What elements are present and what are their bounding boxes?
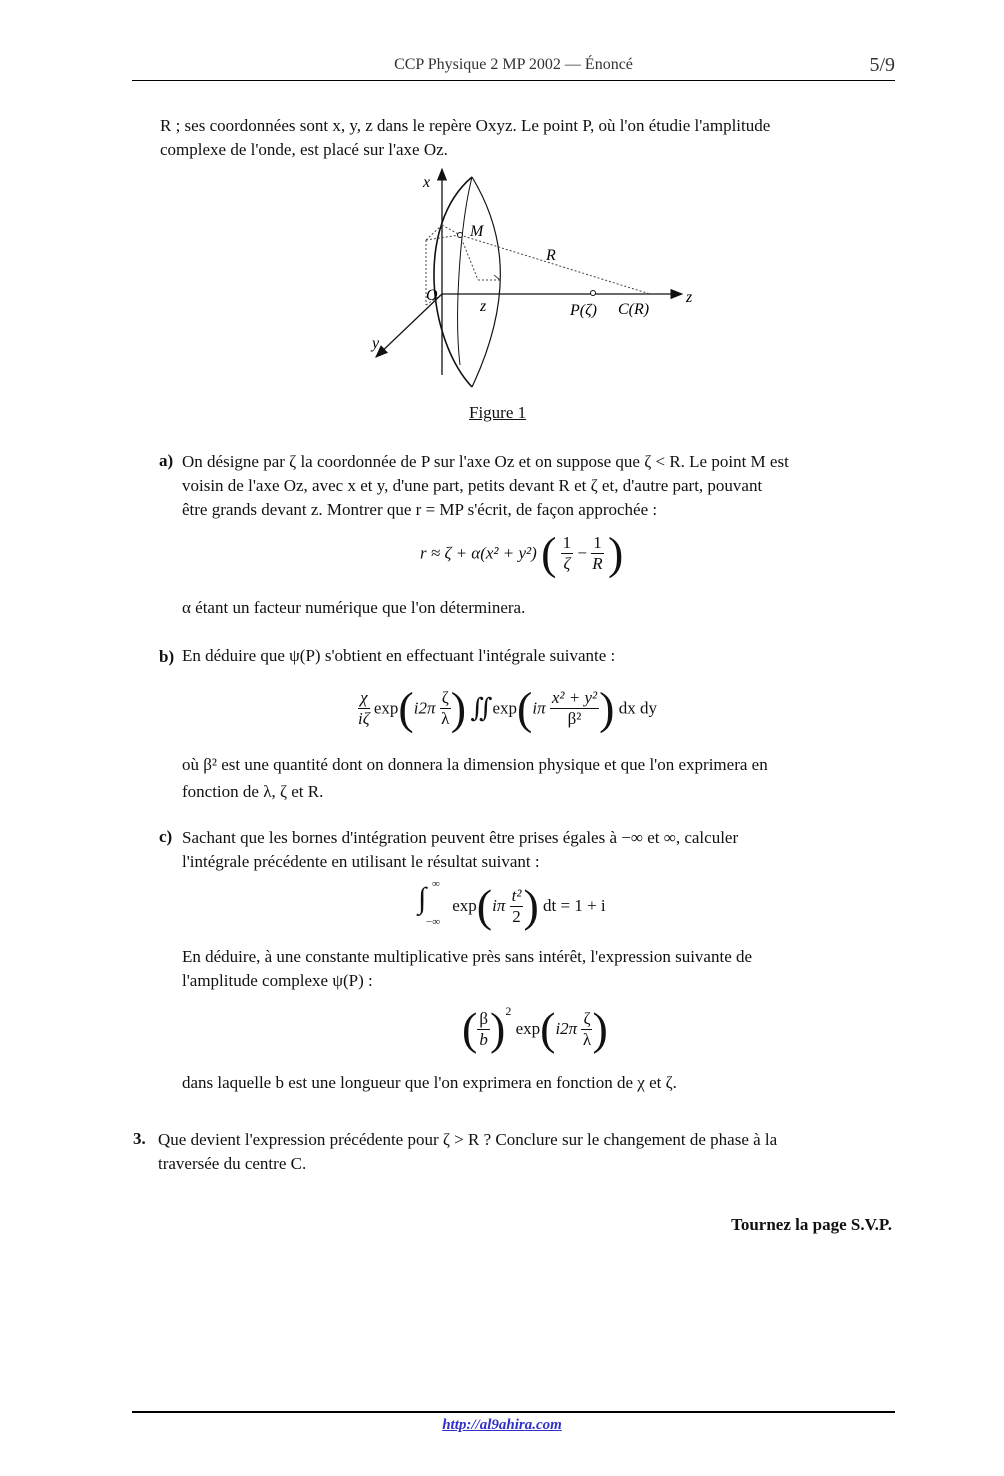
b-dxdy: dx dy (618, 698, 657, 718)
part-a-line-3: être grands devant z. Montrer que r = MP s'écrit, de façon approchée : (182, 500, 658, 519)
label-y: y (372, 335, 380, 352)
footer-rule (132, 1411, 895, 1413)
right-angle-tick (494, 275, 500, 280)
b-x2y2: x² + y² (551, 688, 598, 707)
turn-page-note: Tournez la page S.V.P. (731, 1215, 892, 1234)
label-O: O (426, 287, 438, 304)
c-t2: t² (511, 885, 522, 905)
header-title: CCP Physique 2 MP 2002 — Énoncé (394, 56, 633, 73)
point-P (591, 291, 596, 296)
point-M (458, 233, 463, 238)
label-R: R (546, 247, 556, 264)
int-lower: −∞ (426, 916, 441, 928)
part-c-label: c) (159, 827, 173, 846)
page-number: 5/9 (869, 54, 895, 76)
part-a-label: a) (159, 451, 174, 470)
c-exp3: exp (515, 1019, 541, 1039)
label-x: x (423, 174, 431, 191)
intro-line-2: complexe de l'onde, est placé sur l'axe Oz. (160, 140, 448, 159)
part-b-after (182, 753, 894, 804)
q3-label: 3. (133, 1129, 146, 1148)
c-beta: β (479, 1008, 488, 1028)
label-M: M (470, 223, 484, 240)
formula-integral: $\frac{\chi}{i\zeta}$ exp(i2π $\frac{\zeta}{\lambda}$ ) ∬exp(iπ $\frac{\text{x² + y²}}{\text{β²}}$ ) dx dy (358, 682, 657, 734)
label-C: C(R) (618, 301, 650, 318)
part-c-line-3: En déduire, à une constante multiplicative près sans intérêt, l'expression suivante de (182, 947, 753, 966)
projection-line-1 (426, 235, 460, 240)
frac1-num: 1 (562, 533, 572, 552)
part-c-text (182, 826, 894, 874)
part-b-after-1: où β² est une quantité dont on donnera la dimension physique et que l'on exprimera en (182, 755, 768, 774)
b-exp2: exp (492, 698, 518, 718)
part-c-line-5: dans laquelle b est une longueur que l'on exprimera en fonction de χ et ζ. (182, 1073, 677, 1092)
c-b: b (479, 1029, 488, 1049)
part-b-line-1: En déduire que ψ(P) s'obtient en effectuant l'intégrale suivante : (182, 646, 616, 665)
c-zeta: ζ (583, 1008, 591, 1028)
part-b-after-2: fonction de λ, ζ et R. (182, 782, 324, 801)
formula-fresnel: ∫ ∞ −∞ exp(iπ $\frac{\text{t²}}{2}$ ) dt = 1 + i (418, 878, 606, 931)
formula-r: r ≈ ζ + α(x² + y²) ( $\frac{1}{\zeta}$ − $\frac{1}{R}$ ) (420, 527, 624, 579)
label-z: z (686, 289, 693, 306)
b-lambda: λ (441, 709, 450, 728)
projection-line-4 (442, 225, 460, 235)
b-ipi: iπ (532, 698, 546, 718)
q3-line-2: traversée du centre C. (158, 1154, 307, 1173)
int-upper: ∞ (432, 878, 440, 890)
b-zeta: ζ (441, 688, 449, 707)
figure-1-diagram (360, 165, 700, 395)
minus-sign: − (577, 543, 587, 563)
page-header (132, 56, 895, 78)
header-rule (132, 80, 895, 81)
part-c-line-1: Sachant que les bornes d'intégration peuvent être prises égales à −∞ et ∞, calculer (182, 828, 739, 847)
drop-line (460, 235, 478, 280)
b-double-integral: ∬ (470, 693, 493, 723)
c-two: 2 (512, 906, 521, 926)
part-c-line-4: l'amplitude complexe ψ(P) : (182, 971, 373, 990)
frac2-num: 1 (593, 533, 602, 552)
frac2-den: R (592, 554, 603, 573)
part-a-line-1: On désigne par ζ la coordonnée de P sur l'axe Oz et on suppose que ζ < R. Le point M est (182, 452, 789, 471)
q3-line-1: Que devient l'expression précédente pour ζ > R ? Conclure sur le changement de phase à la (158, 1130, 778, 1149)
figure-caption: Figure 1 (469, 403, 527, 422)
intro-text (160, 114, 895, 162)
b-beta2: β² (567, 709, 582, 728)
c-square: 2 (505, 1004, 512, 1018)
lens-left-edge (434, 177, 472, 387)
part-a-text (182, 450, 894, 522)
q3-text (158, 1128, 894, 1176)
formula-amplitude: ( $\frac{\beta}{b}$ )$^2$ exp(i2π $\frac{\zeta}{\lambda}$ ) (462, 1003, 608, 1055)
b-chi: χ (358, 688, 370, 709)
c-i2pi: i2π (555, 1019, 578, 1039)
label-z-offset: z (480, 298, 487, 315)
c-lambda: λ (582, 1029, 592, 1049)
footer-link[interactable]: http://al9ahira.com (442, 1417, 562, 1433)
lens-inner-line (458, 177, 472, 365)
part-a-line-2: voisin de l'axe Oz, avec x et y, d'une part, petits devant R et ζ et, d'autre part, pouvant (182, 476, 763, 495)
part-b-label: b) (159, 647, 175, 666)
part-c-line-2: l'intégrale précédente en utilisant le résultat suivant : (182, 852, 540, 871)
part-c-deduce (182, 945, 894, 993)
intro-line-1: R ; ses coordonnées sont x, y, z dans le repère Oxyz. Le point P, où l'on étudie l'amplitude (160, 116, 771, 135)
c-ipi: iπ (492, 896, 506, 915)
b-izeta: iζ (358, 709, 370, 728)
lens-right-edge (472, 177, 500, 387)
label-P: P(ζ) (570, 302, 597, 319)
radius-line (460, 235, 650, 294)
b-i2pi: i2π (413, 698, 436, 718)
formula-r-lhs: r ≈ ζ + α(x² + y²) (420, 543, 537, 563)
frac1-den: ζ (563, 554, 571, 573)
b-exp1: exp (373, 698, 399, 718)
part-a-after: α étant un facteur numérique que l'on déterminera. (182, 598, 526, 617)
c-rhs: dt = 1 + i (543, 896, 606, 915)
c-exp: exp (452, 896, 477, 915)
